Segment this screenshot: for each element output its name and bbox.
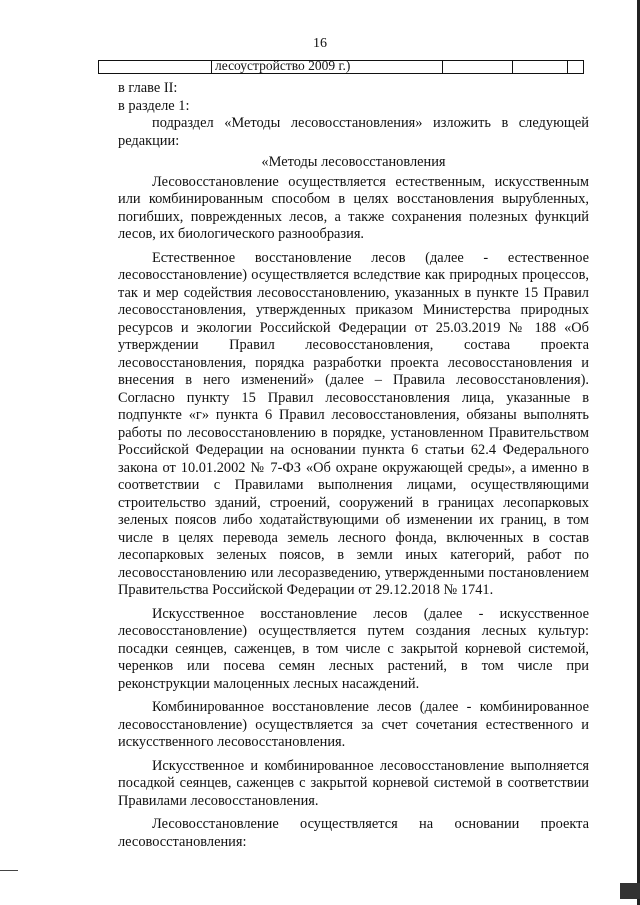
paragraph: Искусственное восстановление лесов (далее - искусственное лесовосстановление) осуществляется путем создания лесных культур: посадки сеянцев, саженцев, в том числе с закрытой корневой системой, черенков или посева семян лесных растений, в том числе при реконструкции малоценных лесных насаждений. <box>118 605 589 692</box>
scan-corner-mark <box>0 870 18 871</box>
paragraph: Искусственное и комбинированное лесовосстановление выполняется посадкой сеянцев, саженцев с закрытой корневой системой в соответствии Правилами лесовосстановления. <box>118 757 589 809</box>
section-line: в разделе 1: <box>118 97 190 114</box>
table-cell-divider <box>567 61 568 73</box>
table-cell-text: лесоустройство 2009 г.) <box>215 58 351 73</box>
scan-edge-mark <box>620 883 640 899</box>
paragraph: Лесовосстановление осуществляется естественным, искусственным или комбинированным способом в целях восстановления вырубленных, погибших, поврежденных лесов, а также сохранения полезных функций лесов, их биологического разнообразия. <box>118 173 589 242</box>
table-cell-divider <box>211 61 212 73</box>
table-cell-divider <box>512 61 513 73</box>
paragraph: Естественное восстановление лесов (далее - естественное лесовосстановление) осуществляется вследствие как природных процессов, так и мер содействия лесовосстановлению, указанных в пункте 15 Правил лесовосстановления, утвержденных приказом Министерства природных ресурсов и экологии Российской Федерации от 25.03.2019 № 188 «Об утверждении Правил лесовосстановления, состава проекта лесовосстановления, порядка разработки проекта лесовосстановления и внесения в него изменений» (далее – Правила лесовосстановления). Согласно пункту 15 Правил лесовосстановления лица, указанные в подпункте «г» пункта 6 Правил лесовосстановления, обязаны выполнять работы по лесовосстановлению в порядке, установленном Правительством Российской Федерации на основании пункта 6 статьи 62.4 Федерального закона от 10.01.2002 № 7-ФЗ «Об охране окружающей среды», а именно в соответствии с Правилами выполнения лицами, осуществляющими строительство зданий, строений, сооружений в границах лесопарковых зеленых поясов либо ходатайствующими об изменении их границ, в том числе в целях перевода земель лесного фонда, включенных в состав лесопарковых зеленых поясов, в земли иных категорий, работ по лесовосстановлению или лесоразведению, утвержденными постановлением Правительства Российской Федерации от 29.12.2018 № 1741. <box>118 249 589 598</box>
page-number: 16 <box>313 36 327 51</box>
section-heading: «Методы лесовосстановления <box>261 154 446 170</box>
intro-line: подраздел «Методы лесовосстановления» изложить в следующей редакции: <box>118 115 589 149</box>
document-body <box>118 80 589 851</box>
paragraph: Комбинированное восстановление лесов (далее - комбинированное лесовосстановление) осуществляется за счет сочетания естественного и искусственного лесовосстановления. <box>118 699 589 750</box>
paragraph: Лесовосстановление осуществляется на основании проекта лесовосстановления: <box>118 816 589 850</box>
chapter-line: в главе II: <box>118 80 178 96</box>
table-fragment <box>98 60 584 74</box>
table-cell-divider <box>442 61 443 73</box>
